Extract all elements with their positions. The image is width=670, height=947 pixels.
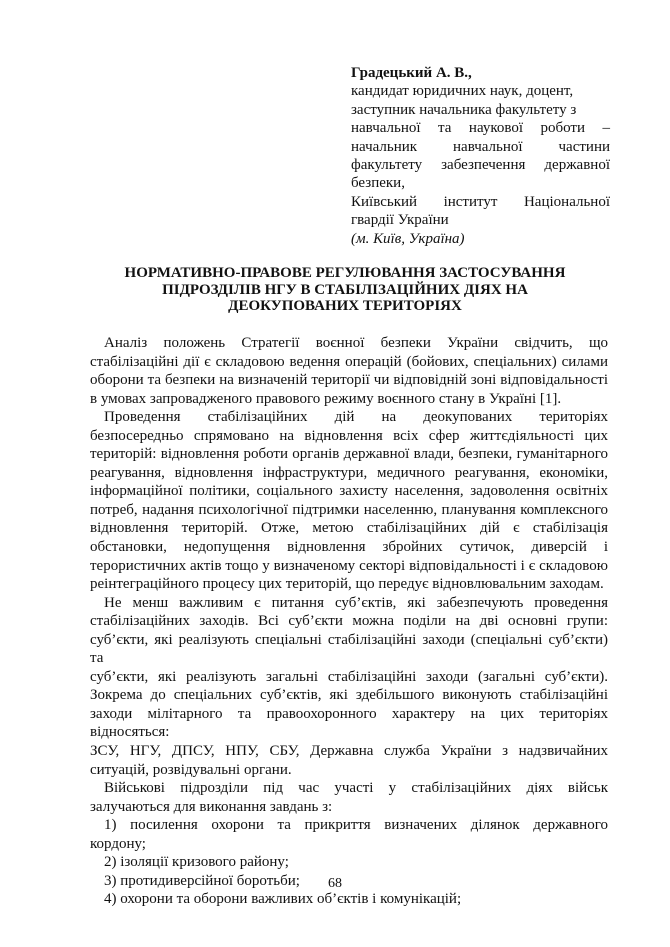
list-item-1 — [90, 816, 608, 853]
text-line: в умовах запровадженого правового режиму воєнного стану в Україні [1]. — [90, 390, 562, 407]
text-line: 3) протидиверсійної боротьби; — [104, 872, 300, 889]
list-item-4 — [90, 890, 608, 909]
list-item-2 — [90, 853, 608, 872]
article-body — [90, 334, 608, 909]
text-line: реагування, відновлення інфраструктури, медичного реагування, економіки, — [90, 464, 608, 481]
text-line: залучаються для виконання завдань з: — [90, 798, 333, 815]
author-line: гвардії України — [351, 212, 449, 229]
text-line: Проведення стабілізаційних дій на деокупованих територіях — [104, 409, 608, 426]
text-line: Зокрема до спеціальних суб’єктів, які здебільшого виконують стабілізаційні — [90, 687, 608, 704]
paragraph-3 — [90, 594, 608, 779]
text-line: оборони та безпеки на визначеній території чи відповідній зоні відповідальності — [90, 372, 608, 389]
text-line: 2) ізоляції кризового району; — [104, 854, 289, 871]
text-line: реінтеграційного процесу цих територій, що передує відновлювальним заходам. — [90, 576, 604, 593]
author-line: заступник начальника факультету з — [351, 101, 577, 118]
text-line: потреб, надання психологічної підтримки населенню, планування комплексного — [90, 501, 608, 518]
author-name: Градецький А. В., — [351, 65, 472, 81]
author-location: (м. Київ, Україна) — [351, 230, 465, 247]
text-line: стабілізаційні дії є складовою ведення операцій (бойових, спеціальних) силами — [90, 353, 608, 370]
author-line: навчальної та наукової роботи – — [351, 120, 610, 137]
text-line: відновлення територій. Отже, метою стабілізаційних дій є стабілізація — [90, 520, 608, 537]
text-line: територій: відновлення роботи органів державної влади, безпеки, гуманітарного — [90, 446, 608, 463]
page-number: 68 — [328, 876, 342, 891]
text-line: заходи мілітарного та правоохоронного характеру на цих територіях відносяться: — [90, 705, 608, 741]
article-title — [80, 265, 610, 315]
title-line: НОРМАТИВНО-ПРАВОВЕ РЕГУЛЮВАННЯ ЗАСТОСУВАННЯ — [124, 265, 566, 281]
paragraph-2 — [90, 408, 608, 593]
text-line: кордону; — [90, 835, 146, 852]
author-line: кандидат юридичних наук, доцент, — [351, 83, 574, 100]
title-line: ПІДРОЗДІЛІВ НГУ В СТАБІЛІЗАЦІЙНИХ ДІЯХ НА — [162, 281, 528, 298]
author-line: начальник навчальної частини — [351, 138, 610, 155]
text-line: стабілізаційних заходів. Всі суб’єкти можна поділи на дві основні групи: — [90, 613, 608, 630]
author-info — [351, 64, 610, 248]
text-line: Військові підрозділи під час участі у стабілізаційних діях військ — [104, 780, 608, 797]
text-line: інформаційної політики, соціального захисту населення, задоволення освітніх — [90, 483, 608, 500]
text-line: 1) посилення охорони та прикриття визначених ділянок державного — [104, 817, 608, 834]
author-line: факультету забезпечення державної — [351, 157, 610, 174]
author-line: Київський інститут Національної — [351, 193, 610, 210]
text-line: суб’єкти, які реалізують загальні стабілізаційні заходи (загальні суб’єкти). — [90, 668, 608, 685]
text-line: ЗСУ, НГУ, ДПСУ, НПУ, СБУ, Державна служба України з надзвичайних — [90, 743, 608, 760]
text-line: Не менш важливим є питання суб’єктів, які забезпечують проведення — [104, 594, 608, 611]
text-line: безпосередньо спрямовано на відновлення всіх сфер життєдіяльності цих — [90, 427, 608, 444]
paragraph-4 — [90, 779, 608, 816]
author-line: безпеки, — [351, 175, 405, 192]
text-line: терористичних актів тощо у визначеному секторі відповідальності і є складовою — [90, 557, 608, 574]
title-line: ДЕОКУПОВАНИХ ТЕРИТОРІЯХ — [228, 298, 462, 314]
paragraph-1 — [90, 334, 608, 408]
text-line: 4) охорони та оборони важливих об’єктів і комунікацій; — [104, 891, 462, 908]
text-line: ситуацій, розвідувальні органи. — [90, 761, 292, 778]
text-line: обстановки, недопущення відновлення збройних сутичок, диверсій і — [90, 539, 608, 556]
text-line: Аналіз положень Стратегії воєнної безпеки України свідчить, що — [104, 335, 608, 351]
text-line: суб’єкти, які реалізують спеціальні стабілізаційні заходи (спеціальні суб’єкти) та — [90, 631, 608, 667]
